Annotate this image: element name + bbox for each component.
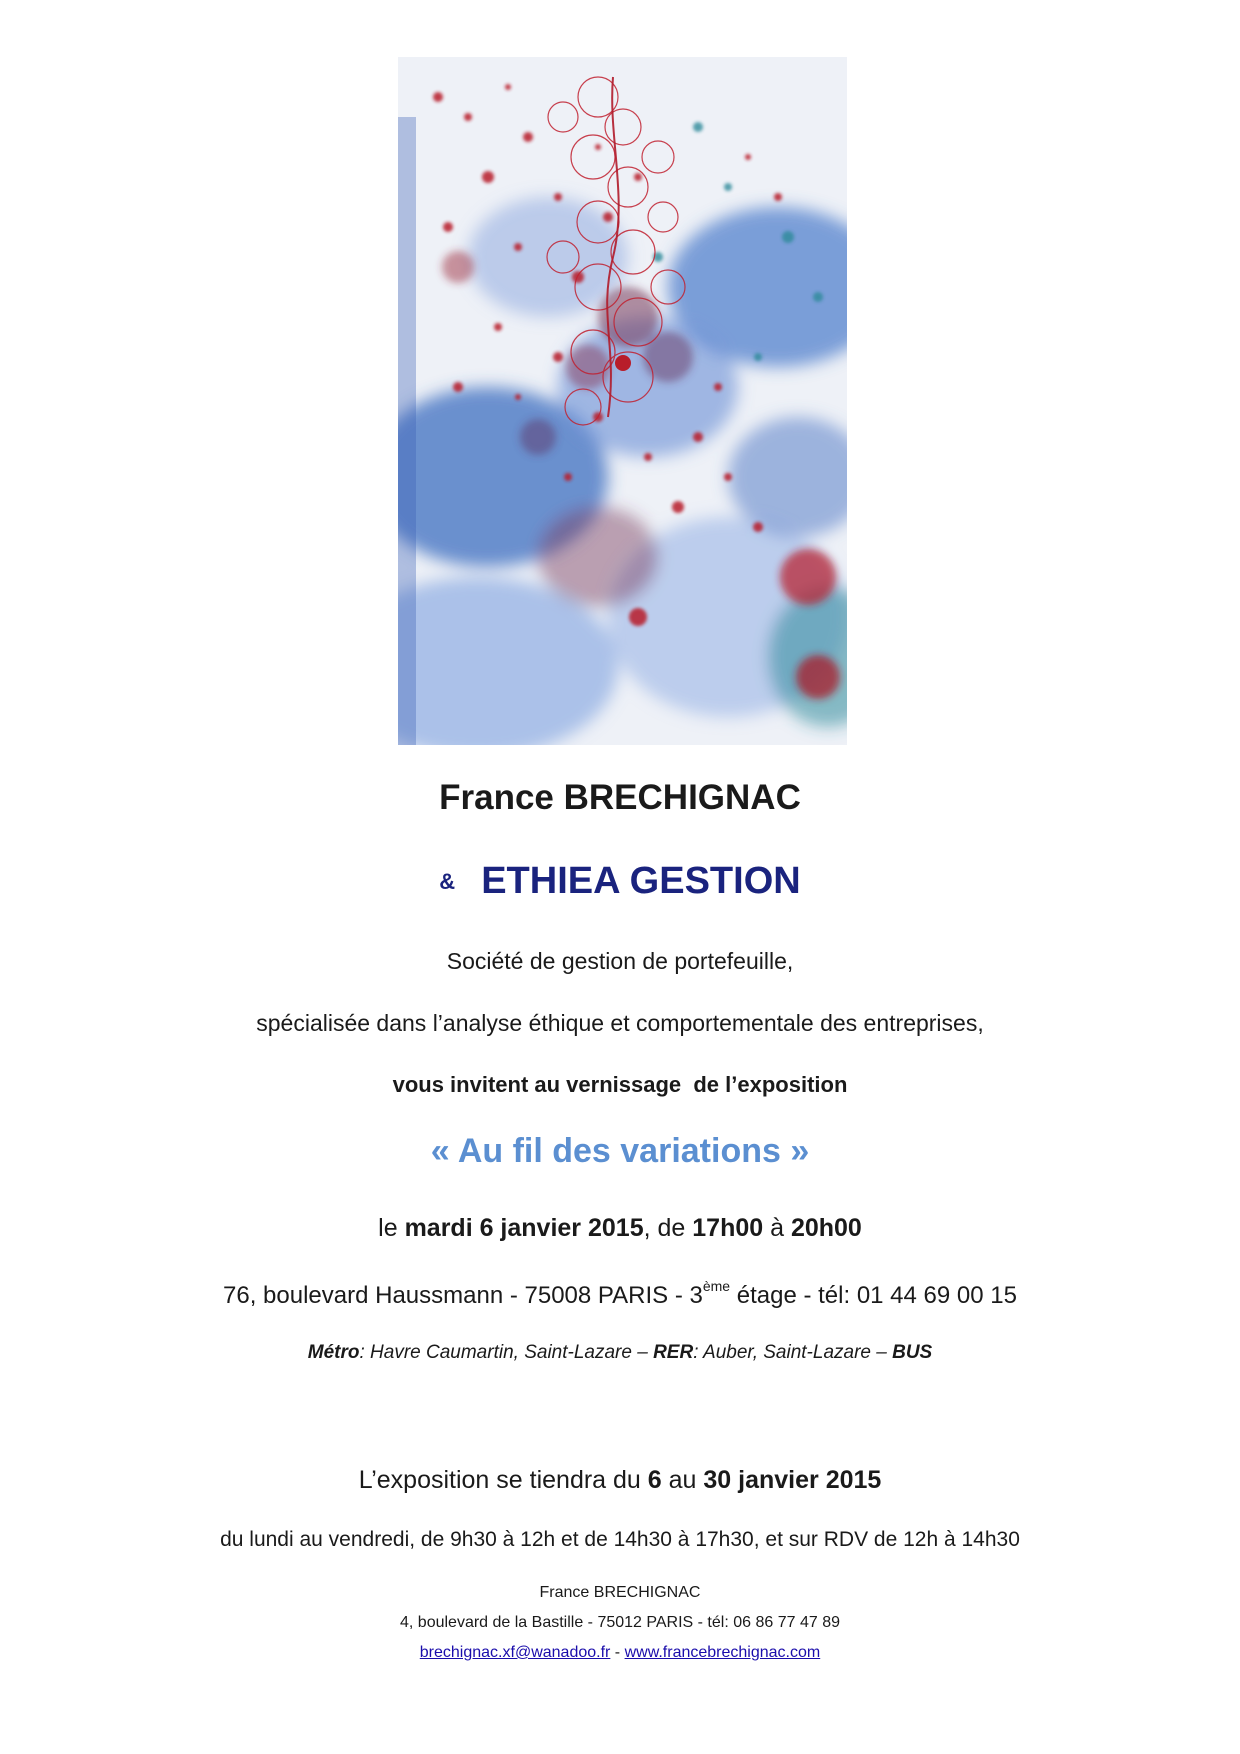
footer-separator: - [610,1644,625,1661]
expo-middle: au [661,1466,704,1494]
expo-end: 30 janvier 2015 [703,1466,882,1494]
vernissage-date [0,1214,1240,1243]
rer-value: : Auber, Saint-Lazare – [693,1342,893,1363]
artwork-painting [398,57,847,745]
address-part1: 76, boulevard Haussmann - 75008 PARIS - 3 [223,1282,703,1309]
metro-value: : Havre Caumartin, Saint-Lazare – [359,1342,654,1363]
vernissage-sep1: , de [643,1214,693,1242]
vernissage-end: 20h00 [790,1214,862,1242]
company-line [0,860,1240,903]
email-link[interactable]: brechignac.xf@wanadoo.fr [419,1644,611,1661]
metro-label: Métro [307,1342,360,1363]
rer-label: RER [653,1342,694,1363]
vernissage-day: mardi 6 janvier 2015 [404,1214,644,1242]
vernissage-start: 17h00 [692,1214,764,1242]
painting-image [398,57,847,745]
artist-name: France BRECHIGNAC [439,778,801,817]
vernissage-prefix: le [378,1214,405,1242]
expo-prefix: L’exposition se tiendra du [358,1466,648,1494]
company-name: ETHIEA GESTION [481,860,801,902]
invitation-text: vous invitent au vernissage de l’exposition [392,1072,848,1097]
vernissage-sep2: à [763,1214,791,1242]
footer-address: 4, boulevard de la Bastille - 75012 PARIS - tél: 06 86 77 47 89 [400,1614,840,1631]
venue-address [0,1278,1240,1310]
description-line-1: Société de gestion de portefeuille, [446,948,794,974]
opening-hours: du lundi au vendredi, de 9h30 à 12h et de 14h30 à 17h30, et sur RDV de 12h à 14h30 [220,1528,1020,1551]
exhibition-dates [0,1466,1240,1495]
address-sup: ème [702,1278,731,1294]
footer-links [0,1644,1240,1662]
website-link[interactable]: www.francebrechignac.com [624,1644,821,1661]
exhibition-title: « Au fil des variations » [430,1132,810,1170]
footer-name: France BRECHIGNAC [539,1584,701,1601]
address-part2: étage - tél: 01 44 69 00 15 [730,1282,1017,1309]
bus-label: BUS [892,1342,933,1363]
transport-info [0,1342,1240,1364]
description-line-2: spécialisée dans l’analyse éthique et comportementale des entreprises, [256,1010,984,1036]
expo-start: 6 [647,1466,662,1494]
ampersand: & [439,869,456,894]
